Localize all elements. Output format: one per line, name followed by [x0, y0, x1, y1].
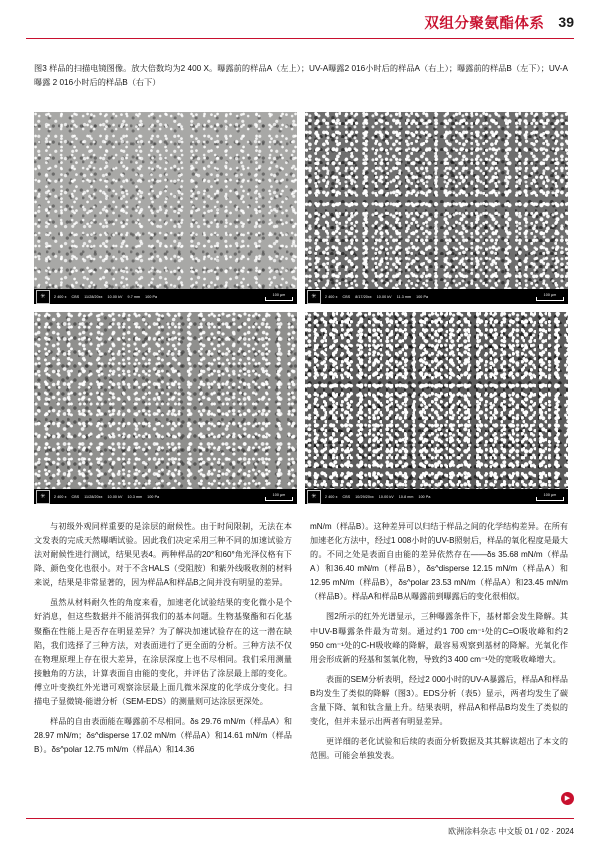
sem-scale-label: 100 µm	[272, 492, 286, 497]
paragraph: 虽然从材料耐久性的角度来看，加速老化试验结果的变化微小是个好消息，但这些数据并不能消弭我们的基本问题。生物基聚酯和石化基聚酯在性能上是否存在明显差异？为了解决加速试验存在的这一潜在缺陷，我们选择了三种方法，对表面进行了更全面的分析。三种方法不仅在物理原理上存在很大差异，在涂层深度上也不尽相同。我们采用测量接触角的方法，计算表面自由能的变化，并评估了涂层最上部的变化。傅立叶变换红外光谱可观察涂层最上面几微米深度的化学成分变化。扫描电子显微镜-能谱分析（SEM-EDS）的测量则可达涂层更深处。	[34, 598, 292, 706]
header-page-number: 39	[558, 14, 574, 30]
sem-scale-line	[536, 297, 564, 301]
sem-info-bar	[305, 489, 568, 504]
paragraph: 表面的SEM分析表明，经过2 000小时的UV-A暴露后，样品A和样品B均发生了类似的降解（图3）。EDS分析（表5）显示，两者均发生了碳含量下降、氧和钛含量上升。结果表明，样品A和样品B均发生了类似的变化，但并未显示出两者有明显差异。	[310, 674, 568, 727]
sem-panel-b-after	[305, 312, 568, 504]
page-footer	[0, 826, 574, 837]
sem-voltage: 10.00 kV	[107, 294, 123, 299]
sem-micrograph-surface	[305, 312, 568, 504]
sem-micrograph-surface	[34, 112, 297, 304]
sem-scale-label: 100 µm	[543, 492, 557, 497]
sem-micrograph-surface	[34, 312, 297, 504]
sem-detector: CBS	[71, 294, 80, 299]
footer-divider	[26, 818, 574, 819]
sem-scale-bar	[265, 293, 293, 301]
microscope-logo-icon: ✳	[36, 490, 50, 504]
sem-pressure: 100 Pa	[418, 494, 431, 499]
sem-date: 11/28/20xx	[84, 494, 103, 499]
sem-info-fields	[54, 295, 261, 299]
right-column	[310, 520, 568, 769]
sem-date: 11/28/20xx	[84, 294, 103, 299]
sem-magnification: 2 400 x	[325, 294, 338, 299]
sem-date: 8/17/20xx	[355, 294, 372, 299]
sem-panel-a-after	[305, 112, 568, 304]
sem-voltage: 10.00 kV	[107, 494, 123, 499]
left-column	[34, 520, 292, 769]
sem-working-distance: 9.7 mm	[127, 294, 141, 299]
sem-micrograph-surface	[305, 112, 568, 304]
microscope-logo-icon: ✳	[36, 290, 50, 304]
paragraph: mN/m（样品B）。这种差异可以归结于样品之间的化学结构差异。在所有加速老化方法中，经过1 008小时的UV-B照射后，样品的氧化程度是最大的。不同之处是表面自由能的差异依然存在——δs 35.68 mN/m（样品A）和36.40 mN/m（样品B），δs^disperse 12.15 mN/m（样品A）和12.95 mN/m（样品B），δs^polar 23.53 mN/m（样品A）和23.45 mN/m（样品B）。样品A和样品B从曝露前到曝露后的变化很相似。	[310, 522, 568, 602]
sem-info-fields	[54, 495, 261, 499]
chevron-right-icon[interactable]: ▶	[561, 792, 574, 805]
paragraph: 图2所示的红外光谱显示，三种曝露条件下，基材都会发生降解。其中UV-B曝露条件最为苛刻。通过约1 700 cm⁻¹处的C=O吸收峰和约2 950 cm⁻¹处的C-H吸收峰的降解，最容易观察到基材的降解。光氧化作用会形成新的羟基和氢氧化物，导致约3 400 cm⁻¹处的宽吸收峰增大。	[310, 612, 568, 664]
sem-detector: CBS	[342, 294, 351, 299]
sem-panel-b-before	[34, 312, 297, 504]
sem-detector: CBS	[342, 494, 351, 499]
sem-scale-label: 100 µm	[543, 292, 557, 297]
sem-image-grid	[34, 112, 568, 504]
sem-magnification: 2 400 x	[325, 494, 338, 499]
sem-scale-line	[536, 497, 564, 501]
microscope-logo-icon: ✳	[307, 490, 321, 504]
sem-scale-bar	[536, 493, 564, 501]
sem-info-fields	[325, 295, 532, 299]
header-section-title: 双组分聚氨酯体系	[424, 15, 545, 32]
sem-info-bar	[34, 289, 297, 304]
sem-scale-bar	[536, 293, 564, 301]
sem-pressure: 100 Pa	[416, 294, 429, 299]
sem-magnification: 2 400 x	[54, 294, 67, 299]
sem-info-bar	[34, 489, 297, 504]
sem-panel-a-before	[34, 112, 297, 304]
sem-scale-label: 100 µm	[272, 292, 286, 297]
paragraph: 更详细的老化试验和后续的表面分析数据及其其解读超出了本文的范围。可能会单独发表。	[310, 737, 568, 761]
microscope-logo-icon: ✳	[307, 290, 321, 304]
paragraph: 与初级外观同样重要的是涂层的耐候性。由于时间限制，无法在本文发表的完成天然曝晒试验。因此我们决定采用三种不同的加速试验方法对耐候性进行测试，结果见表4。两种样品的20°和60°角光泽仪格有下降、颜色变化也很小。对于不含HALS（受阻胺）和紫外线吸收剂的材料来说，结果是非常显著的，因为样品A和样品B之间并没有明显的差异。	[34, 522, 292, 588]
sem-pressure: 100 Pa	[145, 294, 158, 299]
sem-scale-line	[265, 497, 293, 501]
paragraph: 样品的自由表面能在曝露前不尽相同。δs 29.76 mN/m（样品A）和28.97 mN/m；δs^disperse 17.02 mN/m（样品A）和14.61 mN/m（样品B）。δs^polar 12.75 mN/m（样品A）和14.36	[34, 717, 292, 755]
sem-scale-bar	[265, 493, 293, 501]
sem-scale-line	[265, 297, 293, 301]
sem-working-distance: 10.3 mm	[127, 494, 143, 499]
sem-pressure: 100 Pa	[147, 494, 160, 499]
sem-magnification: 2 400 x	[54, 494, 67, 499]
body-text	[34, 520, 568, 769]
sem-info-fields	[325, 495, 532, 499]
footer-text: 欧洲涂料杂志 中文版 01 / 02 · 2024	[448, 827, 574, 836]
sem-voltage: 10.00 kV	[376, 294, 392, 299]
sem-info-bar	[305, 289, 568, 304]
header-divider	[26, 38, 574, 39]
sem-working-distance: 10.8 mm	[398, 494, 414, 499]
sem-working-distance: 11.3 mm	[396, 294, 412, 299]
sem-voltage: 10.00 kV	[378, 494, 394, 499]
sem-date: 10/29/20xx	[355, 494, 374, 499]
figure-caption: 图3 样品的扫描电镜图像。放大倍数均为2 400 X。曝露前的样品A（左上）；UV-A曝露2 016小时后的样品A（右上）；曝露前的样品B（左下）；UV-A曝露 2 016小时后的样品B（右下）	[34, 64, 568, 88]
sem-detector: CBS	[71, 494, 80, 499]
